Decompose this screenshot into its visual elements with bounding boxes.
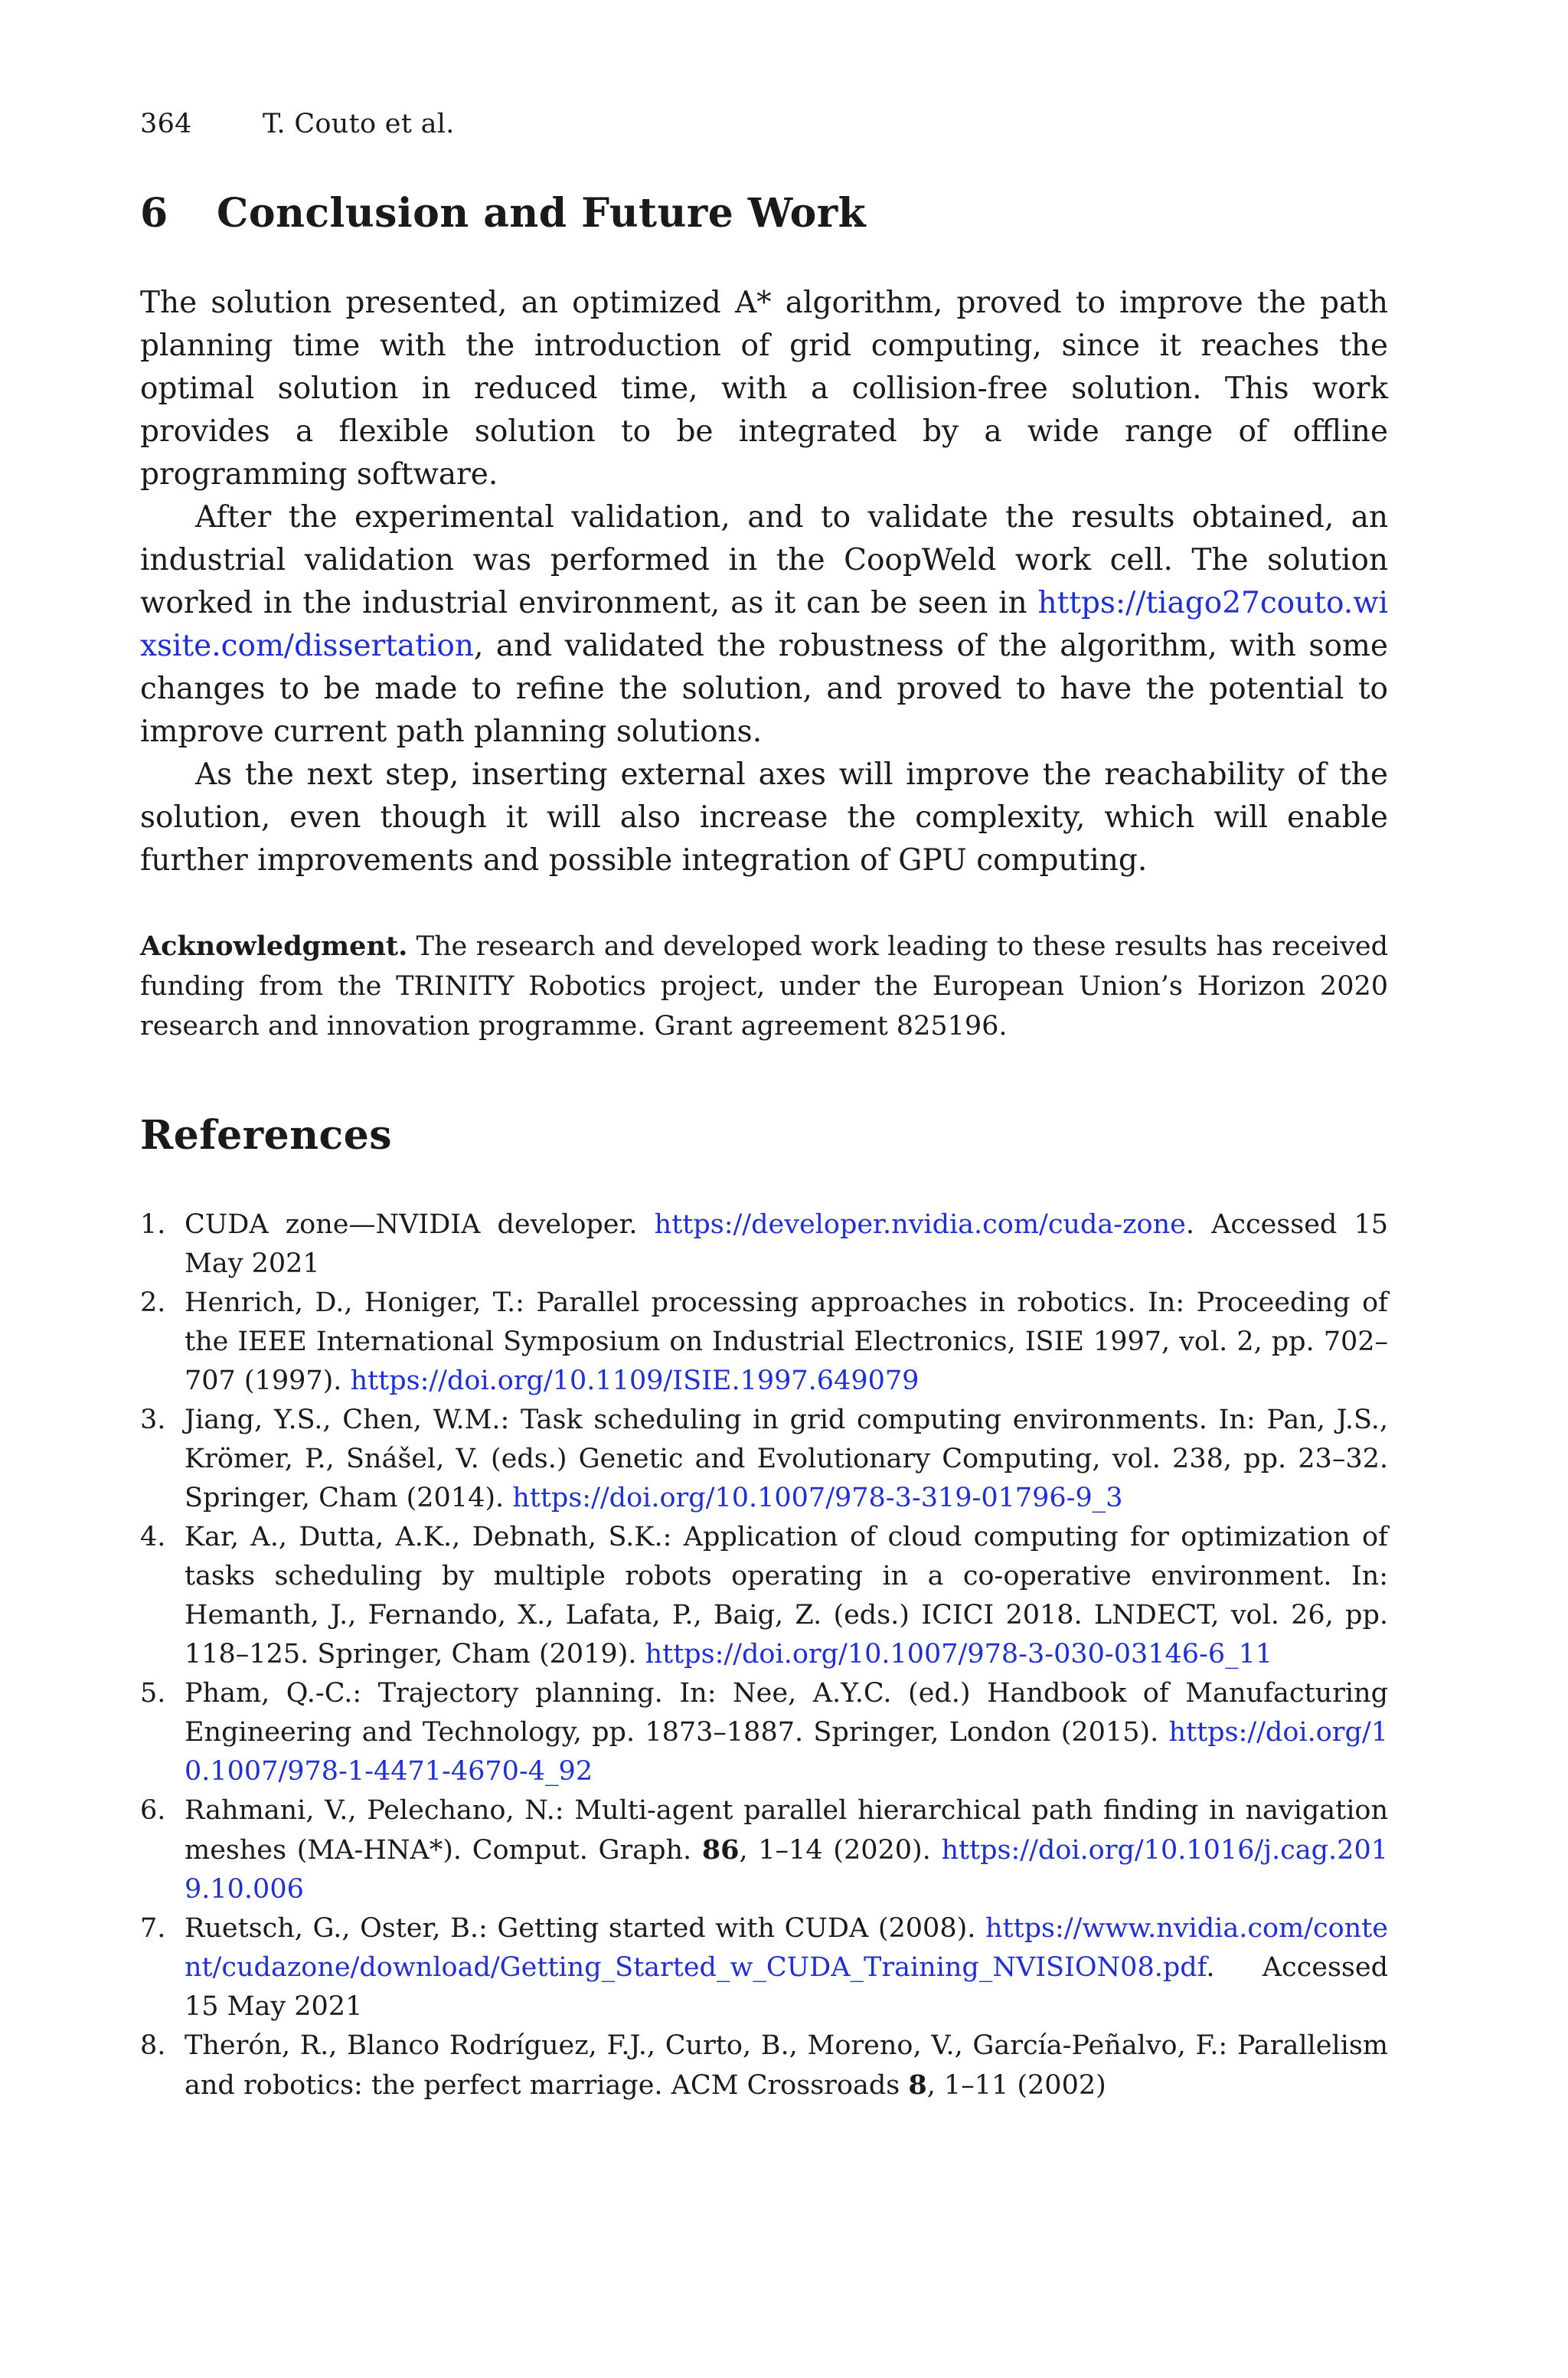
reference-link[interactable]: https://doi.org/10.1007/978-1-4471-4670-4_92 [185, 1717, 1388, 1787]
reference-number: 8. [140, 2030, 166, 2061]
section-heading [140, 188, 866, 239]
reference-number: 7. [140, 1913, 166, 1944]
reference-text-tail: , 1–14 (2020). [739, 1835, 942, 1866]
reference-item [140, 1401, 1388, 1518]
reference-text-tail: , 1–11 (2002) [926, 2070, 1106, 2101]
reference-item [140, 1791, 1388, 1909]
reference-text: Kar, A., Dutta, A.K., Debnath, S.K.: Application of cloud computing for optimization of tasks scheduling by multiple robots operating in a co-operative environment. In: Hemanth, J., Fernando, X., Lafata, P., Baig, Z. (eds.) ICICI 2018. LNDECT, vol. 26, pp. 118–125. Springer, Cham (2019). [185, 1522, 1388, 1670]
reference-link[interactable]: https://doi.org/10.1007/978-3-030-03146-6_11 [645, 1639, 1273, 1670]
reference-item [140, 1205, 1388, 1284]
acknowledgment-label: Acknowledgment. [140, 931, 408, 962]
section-title: Conclusion and Future Work [217, 190, 867, 237]
running-head [140, 107, 455, 141]
reference-text: Jiang, Y.S., Chen, W.M.: Task scheduling in grid computing environments. In: Pan, J.S., Krömer, P., Snášel, V. (eds.) Genetic and Evolutionary Computing, vol. 238, pp. 23–32. Springer, Cham (2014). [185, 1405, 1388, 1513]
section-number: 6 [140, 190, 168, 237]
reference-text: Ruetsch, G., Oster, B.: Getting started with CUDA (2008). [185, 1913, 985, 1944]
reference-item [140, 1909, 1388, 2026]
reference-text: Pham, Q.-C.: Trajectory planning. In: Nee, A.Y.C. (ed.) Handbook of Manufacturing Engineering and Technology, pp. 1873–1887. Springer, London (2015). [185, 1678, 1388, 1748]
reference-text-tail: . Accessed 15 May 2021 [185, 1209, 1388, 1279]
reference-link[interactable]: https://www.nvidia.com/content/cudazone/download/Getting_Started_w_CUDA_Training_NVISION08.pdf [185, 1913, 1388, 1983]
reference-text: Rahmani, V., Pelechano, N.: Multi-agent parallel hierarchical path finding in navigation meshes (MA-HNA*). Comput. Graph. [185, 1795, 1388, 1866]
dissertation-link[interactable]: https://tiago27couto.wixsite.com/dissertation [140, 586, 1388, 663]
reference-number: 6. [140, 1795, 166, 1826]
reference-text: CUDA zone—NVIDIA developer. [185, 1209, 655, 1240]
paragraph-3: As the next step, inserting external axes will improve the reachability of the solution, even though it will also increase the complexity, which will enable further improvements and possible integration of GPU computing. [140, 757, 1388, 878]
reference-item [140, 2026, 1388, 2105]
paragraph-2-text-b: , and validated the robustness of the algorithm, with some changes to be made to refine the solution, and proved to have the potential to improve current path planning solutions. [140, 629, 1388, 749]
reference-list [140, 1205, 1388, 2105]
reference-text: Henrich, D., Honiger, T.: Parallel processing approaches in robotics. In: Proceeding of the IEEE International Symposium on Industrial Electronics, ISIE 1997, vol. 2, pp. 702–707 (1997). [185, 1287, 1388, 1396]
reference-item [140, 1284, 1388, 1401]
reference-number: 4. [140, 1522, 166, 1552]
paragraph-1: The solution presented, an optimized A* algorithm, proved to improve the path planning time with the introduction of grid computing, since it reaches the optimal solution in reduced time, with a collision-free solution. This work provides a flexible solution to be integrated by a wide range of offline programming software. [140, 286, 1388, 492]
reference-link[interactable]: https://developer.nvidia.com/cuda-zone [654, 1209, 1186, 1240]
paragraph-2-text-a: After the experimental validation, and to validate the results obtained, an industrial validation was performed in the CoopWeld work cell. The solution worked in the industrial environment, as it can be seen in [140, 500, 1388, 620]
reference-number: 3. [140, 1405, 166, 1435]
references-heading: References [140, 1112, 393, 1159]
reference-item [140, 1518, 1388, 1674]
reference-number: 1. [140, 1209, 166, 1240]
acknowledgment [140, 927, 1388, 1046]
reference-link[interactable]: https://doi.org/10.1007/978-3-319-01796-9_3 [512, 1483, 1123, 1513]
page-number: 364 [140, 109, 192, 139]
reference-item [140, 1674, 1388, 1791]
reference-volume: 8 [908, 2069, 927, 2101]
section-body [140, 282, 1388, 882]
reference-number: 5. [140, 1678, 166, 1709]
reference-link[interactable]: https://doi.org/10.1109/ISIE.1997.649079 [350, 1366, 920, 1396]
reference-link[interactable]: https://doi.org/10.1016/j.cag.2019.10.006 [185, 1835, 1388, 1905]
reference-text-tail: . Accessed 15 May 2021 [185, 1952, 1388, 2022]
running-head-authors: T. Couto et al. [263, 109, 455, 139]
reference-number: 2. [140, 1287, 166, 1318]
paragraph-2 [140, 496, 1388, 754]
acknowledgment-text: The research and developed work leading to these results has received funding from the TRINITY Robotics project, under the European Union’s Horizon 2020 research and innovation programme. Grant agreement 825196. [140, 931, 1388, 1042]
reference-text: Therón, R., Blanco Rodríguez, F.J., Curto, B., Moreno, V., García-Peñalvo, F.: Parallelism and robotics: the perfect marriage. ACM Crossroads [185, 2030, 1388, 2101]
reference-volume: 86 [701, 1834, 740, 1866]
